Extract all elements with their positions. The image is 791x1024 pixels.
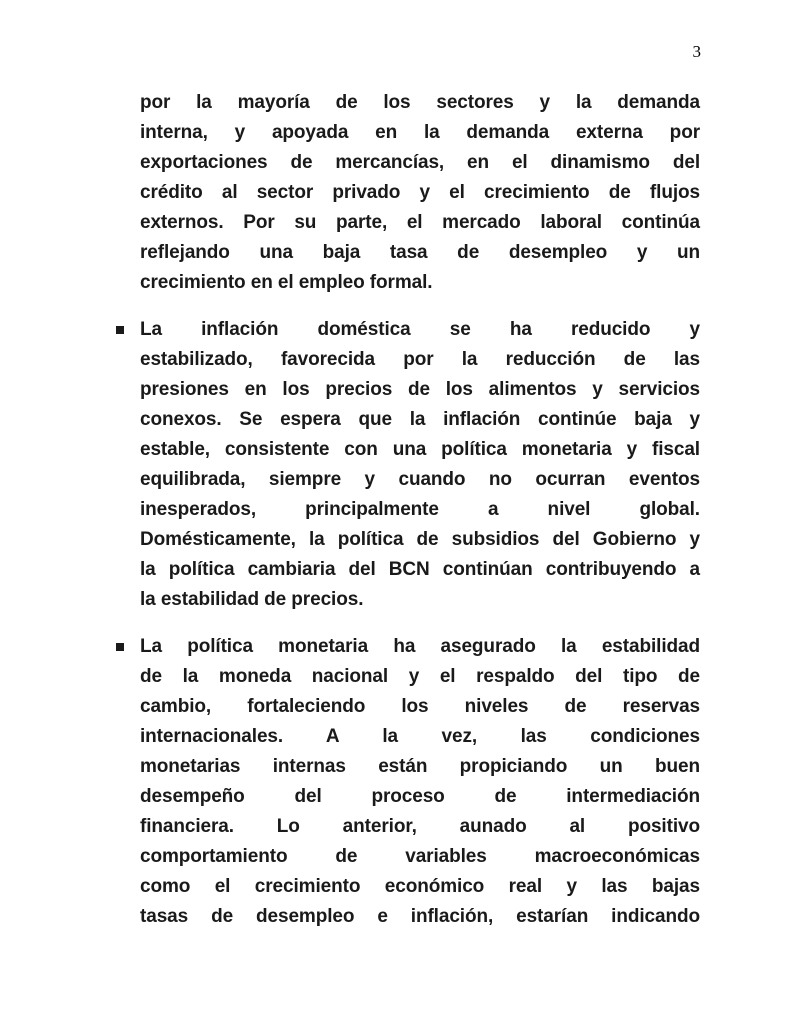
text-line: la política cambiaria del BCN continúan contribuyendo a (140, 559, 700, 580)
page-body (113, 88, 700, 932)
text-line: conexos. Se espera que la inflación continúe baja y (140, 409, 700, 430)
paragraph-text (140, 315, 700, 615)
text-line: tasas de desempleo e inflación, estarían indicando (140, 906, 700, 927)
text-line: desempeño del proceso de intermediación (140, 786, 700, 807)
text-line: estabilizado, favorecida por la reducción de las (140, 349, 700, 370)
text-line: equilibrada, siempre y cuando no ocurran eventos (140, 469, 700, 490)
text-line: internacionales. A la vez, las condiciones (140, 726, 700, 747)
square-bullet-icon (116, 643, 124, 651)
text-line: la estabilidad de precios. (140, 589, 364, 610)
paragraph-text (140, 88, 700, 298)
text-line: externos. Por su parte, el mercado laboral continúa (140, 212, 700, 233)
paragraph-text (140, 632, 700, 932)
text-line: estable, consistente con una política monetaria y fiscal (140, 439, 700, 460)
text-line: Domésticamente, la política de subsidios del Gobierno y (140, 529, 700, 550)
text-line: crédito al sector privado y el crecimiento de flujos (140, 182, 700, 203)
paragraph-continuation (113, 88, 700, 298)
text-line: como el crecimiento económico real y las bajas (140, 876, 700, 897)
text-line: interna, y apoyada en la demanda externa por (140, 122, 700, 143)
square-bullet-icon (116, 326, 124, 334)
text-line: La política monetaria ha asegurado la estabilidad (140, 636, 700, 657)
text-line: cambio, fortaleciendo los niveles de reservas (140, 696, 700, 717)
text-line: monetarias internas están propiciando un buen (140, 756, 700, 777)
text-line: financiera. Lo anterior, aunado al positivo (140, 816, 700, 837)
text-line: por la mayoría de los sectores y la demanda (140, 92, 700, 113)
bullet-paragraph-domestic-inflation (113, 315, 700, 615)
bullet-paragraph-monetary-policy (113, 632, 700, 932)
text-line: inesperados, principalmente a nivel global. (140, 499, 700, 520)
page-number: 3 (692, 42, 701, 61)
text-line: crecimiento en el empleo formal. (140, 272, 433, 293)
text-line: comportamiento de variables macroeconómicas (140, 846, 700, 867)
text-line: La inflación doméstica se ha reducido y (140, 319, 700, 340)
text-line: exportaciones de mercancías, en el dinamismo del (140, 152, 700, 173)
text-line: presiones en los precios de los alimentos y servicios (140, 379, 700, 400)
text-line: reflejando una baja tasa de desempleo y un (140, 242, 700, 263)
text-line: de la moneda nacional y el respaldo del tipo de (140, 666, 700, 687)
